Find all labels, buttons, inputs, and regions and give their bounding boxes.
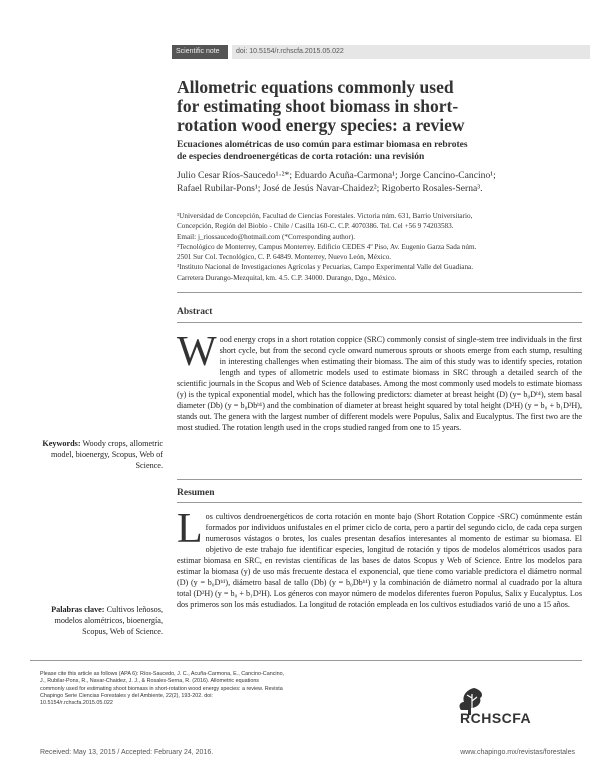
resumen-text: os cultivos dendroenergéticos de corta rotación en monte bajo (Short Rotation Coppice -SRC) comúnmente están formados por individuos unifustales en el primer ciclo de corta, pero a partir del segundo ciclo, de cada cepa surgen numerosos vástagos o brotes, los cuales presentan desafíos interesantes al momento de estimar su biomasa. El objetivo de este trabajo fue identificar especies, longitud de rotación y tipos de modelos alométricos usados para estimar biomasa en SRC, en revistas científicas de las bases de datos Scopus y Web of Science. Entre los modelos para estimar la biomasa (y) de uso más frecuente destaca el exponencial, que tiene como variable predictora el diámetro normal (D) (y = b₀Dᵇ¹), diámetro basal de tallo (Db) (y = b₀Dbᵇ¹) y la combinación de diámetro normal al cuadrado por la altura total (D²H) (y = b₀ + b₁D²H). Los géneros con mayor número de modelos diferentes fueron Populus, Salix y Eucalyptus. Los dos primeros son los más estudiados. La longitud de rotación empleada en los cultivos estudiados varió de uno a 15 años. [177,512,582,609]
title-line: for estimating shoot biomass in short- [177,96,459,116]
citation-note: Please cite this article as follows (APA 6): Ríos-Saucedo, J. C., Acuña-Carmona, E., Cancino-Cancino, J., Rubilar-Pons, R., Navar-Chaidez, J. J., & Rosales-Serna, R. (2016). Allometric equations commonly used for estimating shoot biomass in short-rotation wood energy species: a review. Revista Chapingo Serie Ciencias Forestales y del Ambiente, 22(2), 193-202. doi: 10.5154/r.rchscfa.2015.05.022 [40,671,285,707]
journal-logo-text: RCHSCFA [460,710,532,726]
header-bar [172,45,590,59]
article-title [177,78,577,135]
abstract-heading: Abstract [177,307,213,317]
resumen-dropcap: L [177,506,203,552]
abstract-text: ood energy crops in a short rotation coppice (SRC) commonly consist of single-stem tree individuals in the first short cycle, but from the second cycle onward numerous sprouts or shoots emerge from each stump, resulting in interesting challenges when estimating their biomass. The aim of this study was to identify species, rotation length and types of allometric models used to estimate biomass in SRC through a detailed search of the scientific journals in the Scopus and Web of Science databases. Among the most commonly used models to estimate biomass (y) is the typical exponential model, which has the following predictors: diameter at breast height (D) (y= b₀Dᵇ¹), stem basal diameter (Db) (y = b₀Dbᵇ¹) and the combination of diameter at breast height squared by total height (D²H) (y = b₀ + b₁D²H), stands out. The genera with the largest number of different models were Populus, Salix and Eucalyptus. The first two are the most studied. The rotation length used in the crops studied ranged from one to 15 years. [177,335,582,432]
journal-url[interactable]: www.chapingo.mx/revistas/forestales [460,749,575,756]
title-line: Allometric equations commonly used [177,77,454,97]
affiliation-line: Email: j_riossaucedo@hotmail.com (*Corresponding author). [177,232,356,241]
palabras-clave-label: Palabras clave: [51,605,105,614]
title-line: rotation wood energy species: a review [177,115,465,135]
author-line: Julio Cesar Ríos-Saucedo¹·²*; Eduardo Acuña-Carmona¹; Jorge Cancino-Cancino¹; [177,170,496,181]
subtitle-line: Ecuaciones alométricas de uso común para estimar biomasa en rebrotes [177,140,468,150]
subtitle-line: de especies dendroenergéticas de corta rotación: una revisión [177,152,425,162]
affiliation-line: ³Instituto Nacional de Investigaciones Agrícolas y Pecuarias, Campo Experimental Valle del Guadiana. [177,263,474,272]
divider [177,292,582,293]
abstract-dropcap: W [177,329,217,375]
keywords-label: Keywords: [42,439,81,448]
affiliation-line: Carretera Durango-Mezquital, km. 4.5. C.P. 34000. Durango, Dgo., México. [177,273,397,282]
divider [177,502,582,503]
resumen-body [177,506,582,610]
divider [177,322,582,323]
resumen-keywords [28,604,163,637]
resumen-heading: Resumen [177,488,215,498]
divider [177,479,582,480]
affiliation-line: ¹Universidad de Concepción, Facultad de Ciencias Forestales. Victoria núm. 631, Barrio Universitario, [177,212,473,220]
keywords-text: Woody crops, allometric model, bioenergy, Scopus, Web of Science. [51,439,163,470]
doi-link[interactable]: doi: 10.5154/r.rchscfa.2015.05.022 [232,45,590,59]
divider [30,660,582,661]
affiliation-line: ²Tecnológico de Monterrey, Campus Monterrey. Edificio CEDES 4º Piso, Av. Eugenio Garza Sada núm. [177,242,477,251]
affiliation-line: 2501 Sur Col. Tecnológico, C. P. 64849. Monterrey, Nuevo León, México. [177,253,392,262]
article-subtitle [177,139,577,163]
article-type-tag: Scientific note [172,45,228,59]
received-accepted-dates: Received: May 13, 2015 / Accepted: February 24, 2016. [40,749,214,756]
author-list [177,170,582,195]
affiliation-line: Concepción, Región del Biobío - Chile / Casilla 160-C. C.P. 4070386. Tel. Cel +56 9 74203583. [177,222,454,231]
author-line: Rafael Rubilar-Pons¹; José de Jesús Navar-Chaidez²; Rigoberto Rosales-Serna³. [177,182,483,194]
affiliations [177,211,582,283]
abstract-body [177,329,582,433]
abstract-keywords [28,438,163,471]
palabras-clave-text: Cultivos leñosos, modelos alométricos, bioenergía, Scopus, Web of Science. [54,605,163,636]
